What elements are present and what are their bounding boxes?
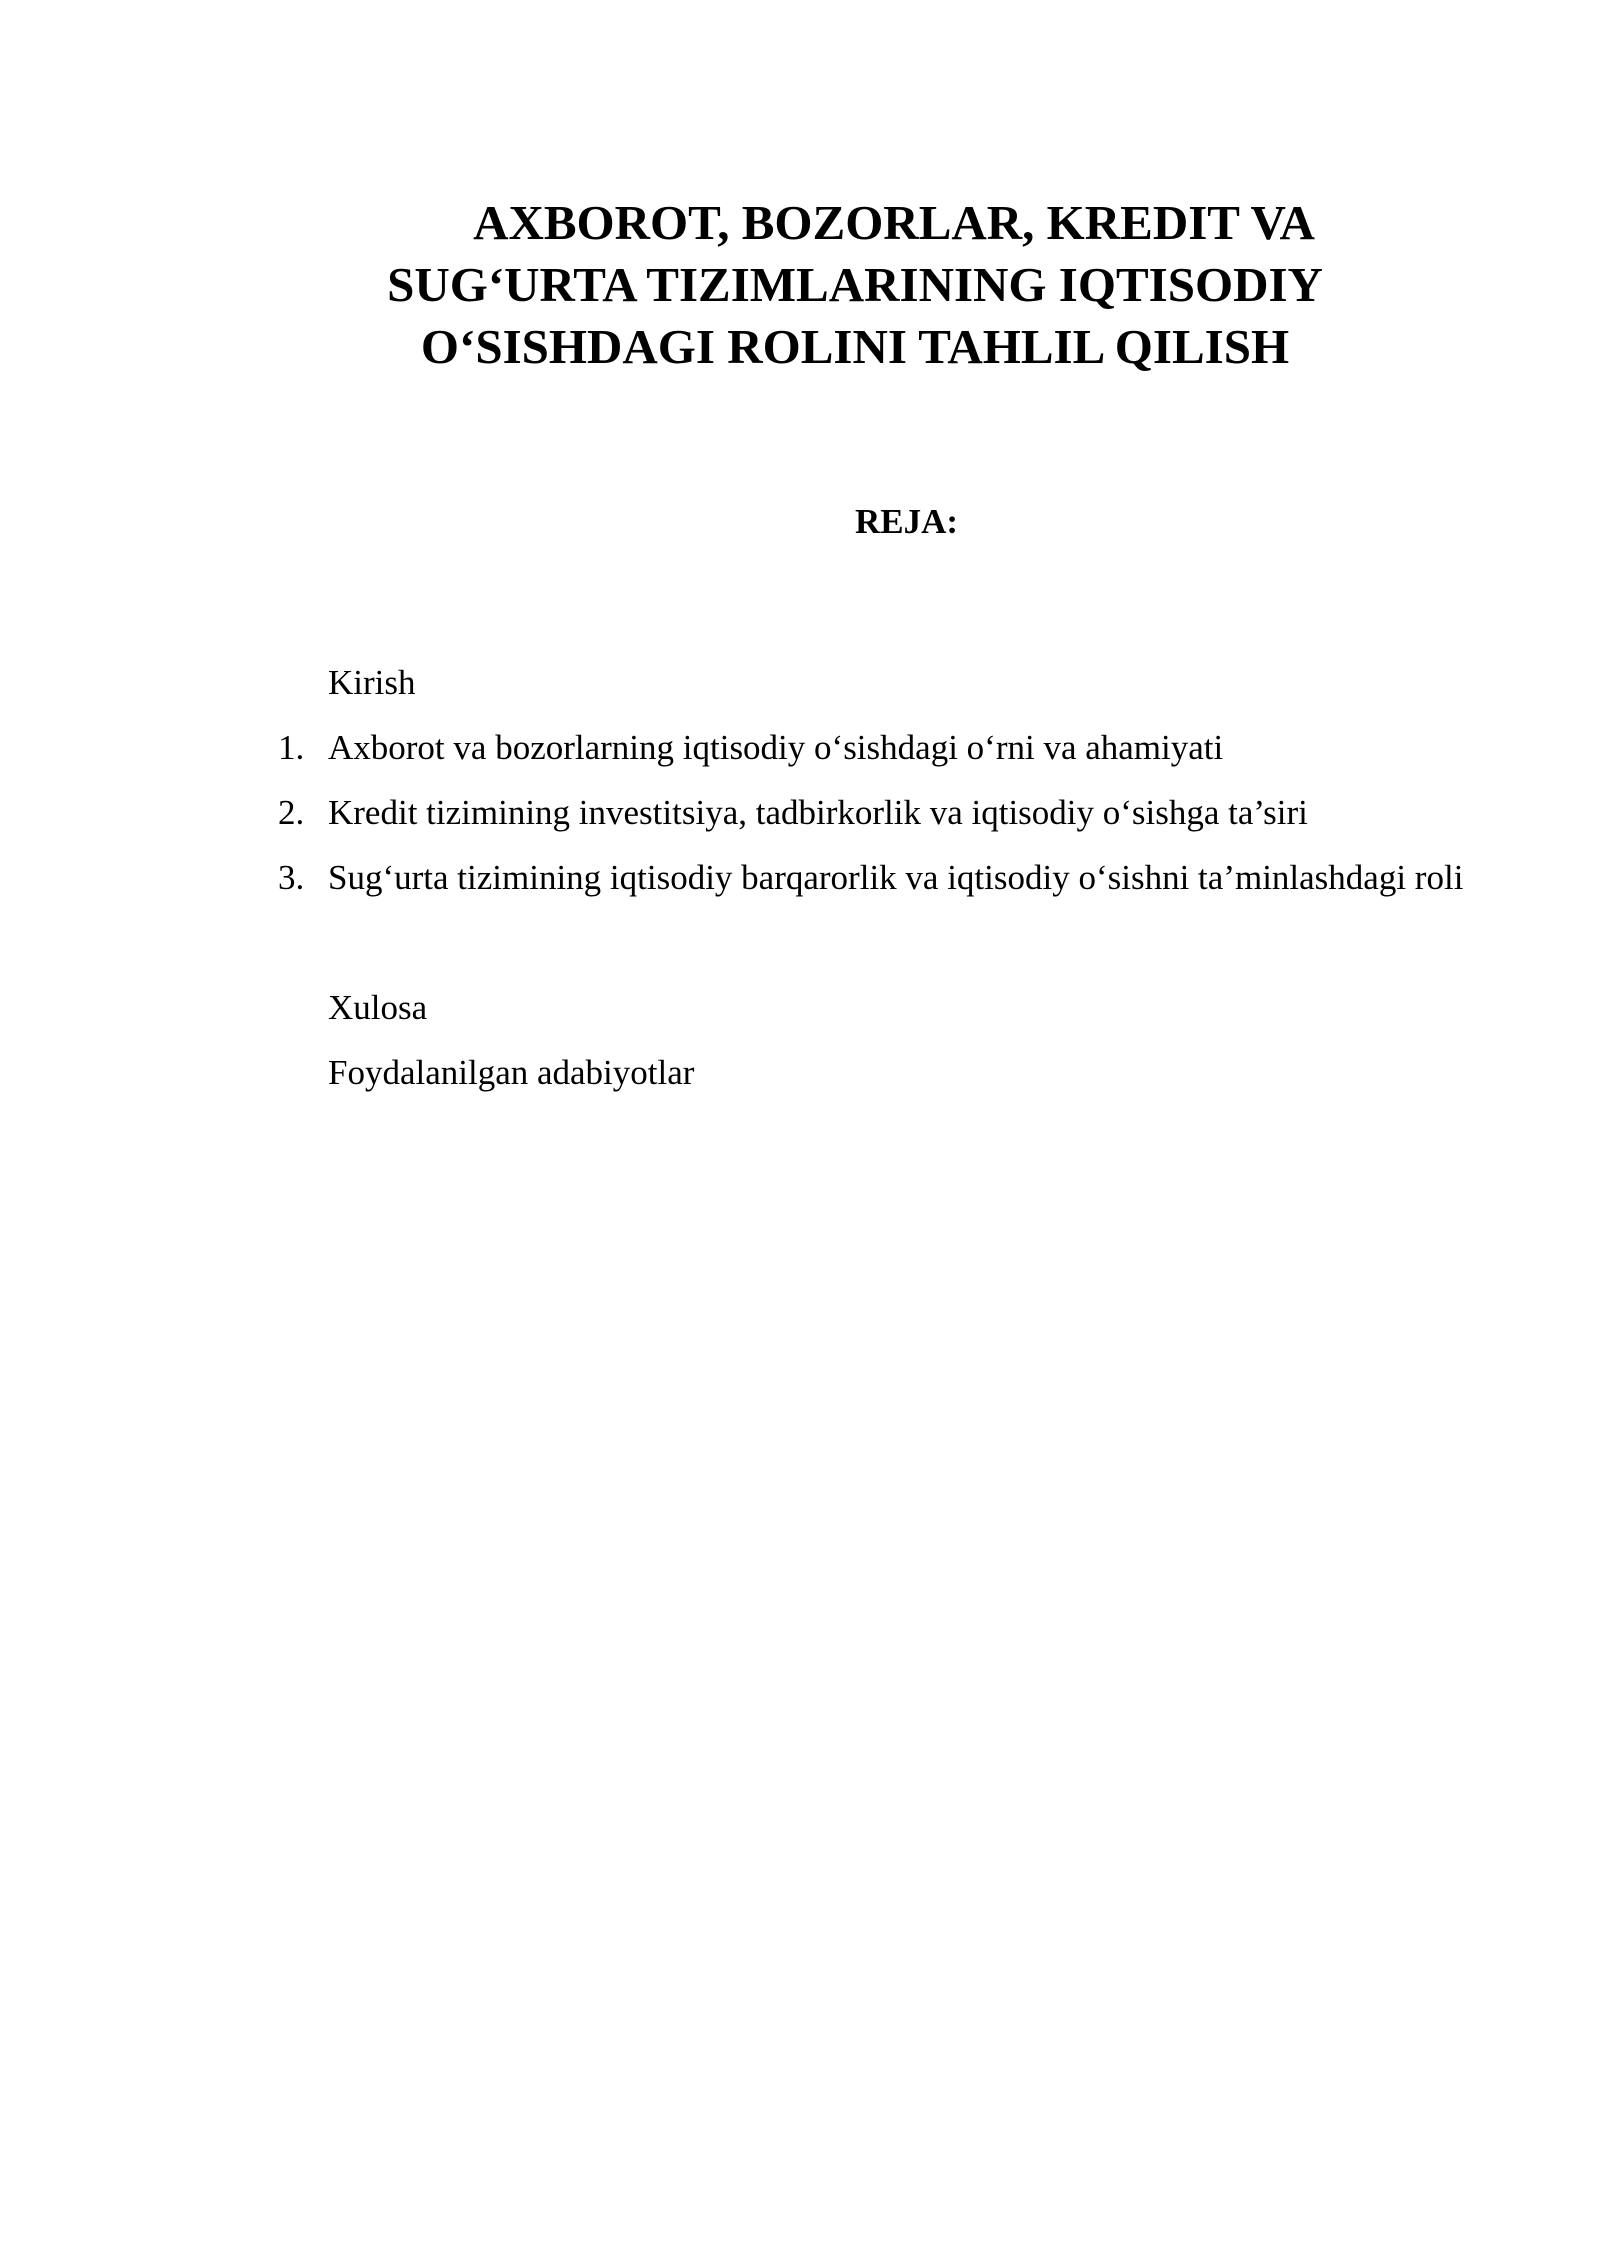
document-title [330,192,1380,378]
title-line-1: AXBOROT, BOZORLAR, KREDIT VA [473,195,1315,250]
plan-item-number: 2. [278,793,305,832]
plan-item-text: Xulosa [328,988,428,1027]
plan-item-references [0,1040,1600,1105]
plan-item-number: 3. [278,858,305,897]
plan-item-2 [0,780,1600,845]
plan-item-1 [0,715,1600,780]
plan-item-introduction [0,650,1600,715]
plan-list [0,650,1600,1105]
title-line-2: SUG‘URTA TIZIMLARINING IQTISODIY [387,257,1323,312]
plan-heading: REJA: [855,502,959,541]
plan-item-3 [0,845,1600,975]
title-line-3: O‘SISHDAGI ROLINI TAHLIL QILISH [420,319,1290,374]
plan-item-text: Sug‘urta tizimining iqtisodiy barqarorlik va iqtisodiy o‘sishni ta’minlashdagi roli [328,858,1464,897]
plan-item-conclusion [0,975,1600,1040]
plan-item-text: Axborot va bozorlarning iqtisodiy o‘sishdagi o‘rni va ahamiyati [328,728,1224,767]
plan-item-text: Kirish [328,663,416,702]
plan-item-number: 1. [278,728,305,767]
plan-item-text: Kredit tizimining investitsiya, tadbirkorlik va iqtisodiy o‘sishga ta’siri [328,793,1308,832]
plan-item-text: Foydalanilgan adabiyotlar [328,1053,695,1092]
